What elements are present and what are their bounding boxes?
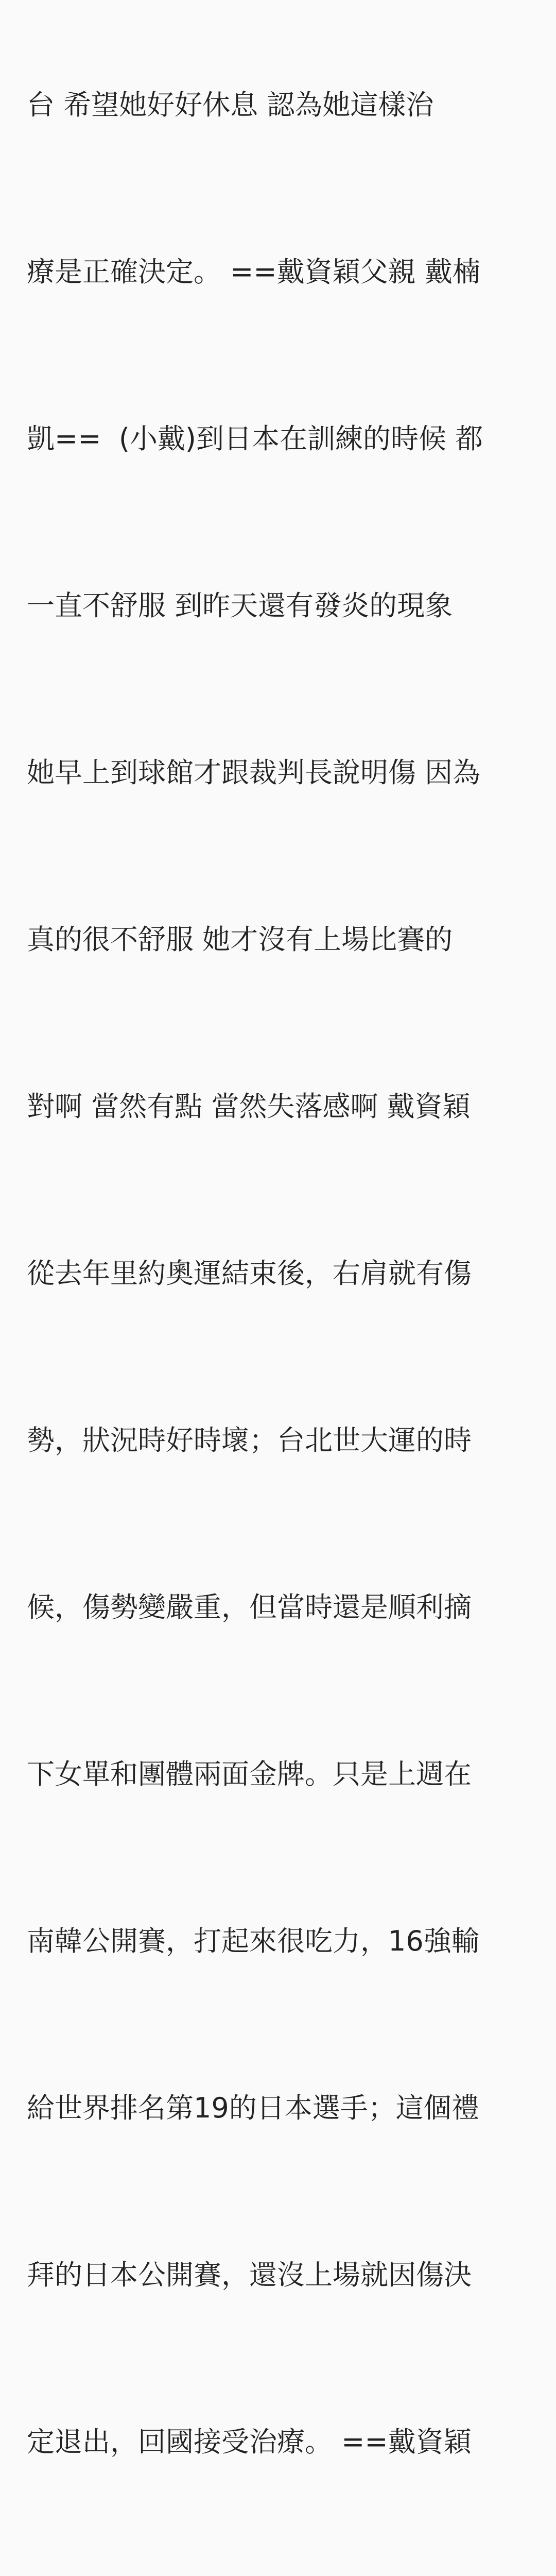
article-line: 拜的日本公開賽，還沒上場就因傷決 — [27, 2259, 472, 2291]
article-line: 候，傷勢變嚴重，但當時還是順利摘 — [27, 1591, 472, 1623]
article-body — [27, 0, 542, 2576]
article-line: 她早上到球館才跟裁判長說明傷 因為 — [27, 756, 481, 789]
article-line: 定退出，回國接受治療。 ==戴資穎 — [27, 2426, 472, 2458]
article-line: 勢，狀況時好時壞；台北世大運的時 — [27, 1424, 472, 1456]
article-line: 從去年里約奧運結束後，右肩就有傷 — [27, 1257, 472, 1290]
article-line: 南韓公開賽，打起來很吃力，16強輸 — [27, 1925, 479, 1957]
article-line: 對啊 當然有點 當然失落感啊 戴資穎 — [27, 1090, 471, 1123]
article-line: 一直不舒服 到昨天還有發炎的現象 — [27, 589, 453, 622]
article-line: 真的很不舒服 她才沒有上場比賽的 — [27, 923, 453, 956]
article-line: 下女單和團體兩面金牌。只是上週在 — [27, 1758, 472, 1790]
article-line: 療是正確決定。 ==戴資穎父親 戴楠 — [27, 256, 480, 288]
article-line: 給世界排名第19的日本選手；這個禮 — [27, 2092, 479, 2124]
article-line: 台 希望她好好休息 認為她這樣治 — [27, 89, 434, 121]
article-line: 凱== (小戴)到日本在訓練的時候 都 — [27, 422, 483, 455]
